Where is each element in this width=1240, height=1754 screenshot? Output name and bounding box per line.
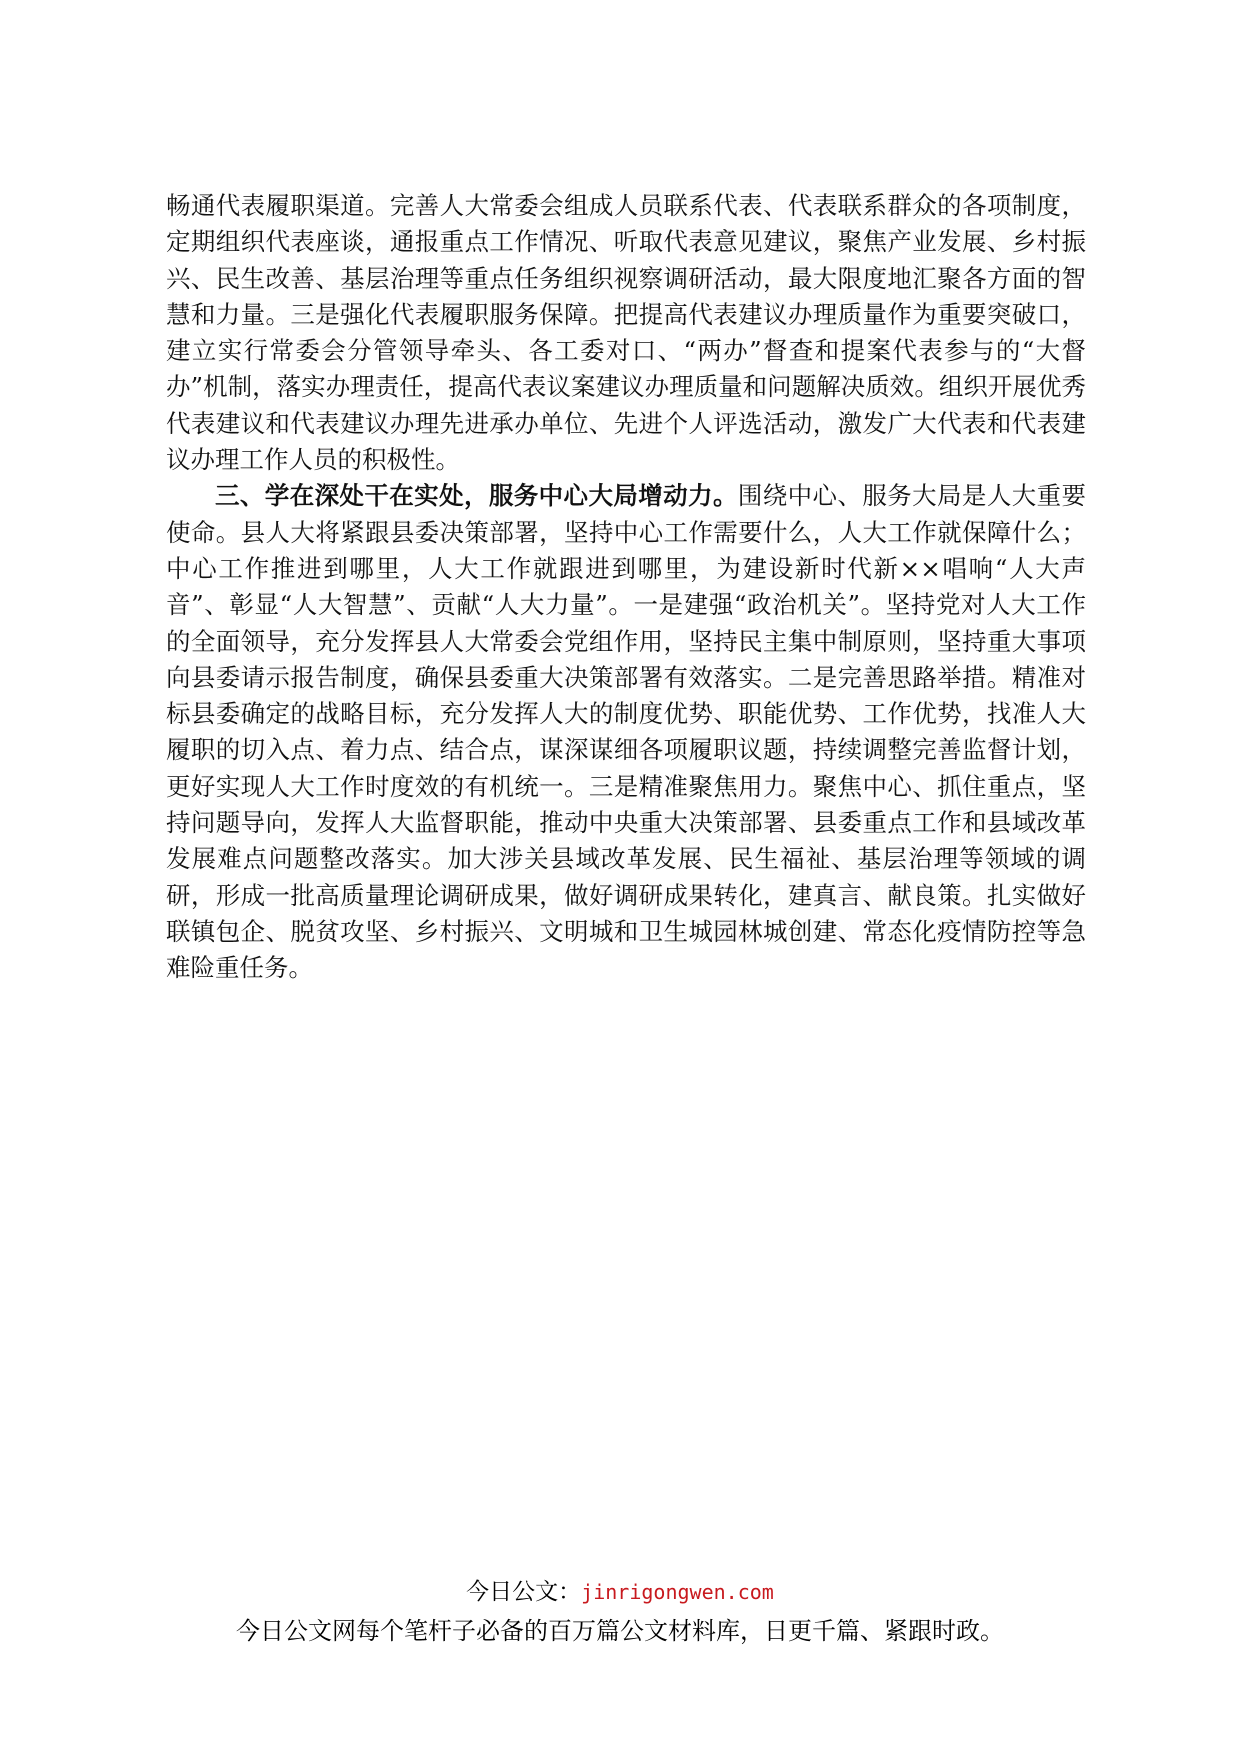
section-paragraph xyxy=(166,478,1086,986)
footer-site-name: 今日公文： xyxy=(466,1579,582,1605)
footer-site-link[interactable]: jinrigongwen.com xyxy=(581,1580,774,1604)
footer-site-line xyxy=(0,1576,1240,1608)
section-body-text: 围绕中心、服务大局是人大重要使命。县人大将紧跟县委决策部署，坚持中心工作需要什么，人大工作就保障什么；中心工作推进到哪里，人大工作就跟进到哪里，为建设新时代新××唱响“人大声音”、彰显“人大智慧”、贡献“人大力量”。一是建强“政治机关”。坚持党对人大工作的全面领导，充分发挥县人大常委会党组作用，坚持民主集中制原则，坚持重大事项向县委请示报告制度，确保县委重大决策部署有效落实。二是完善思路举措。精准对标县委确定的战略目标，充分发挥人大的制度优势、职能优势、工作优势，找准人大履职的切入点、着力点、结合点，谋深谋细各项履职议题，持续调整完善监督计划，更好实现人大工作时度效的有机统一。三是精准聚焦用力。聚焦中心、抓住重点，坚持问题导向，发挥人大监督职能，推动中央重大决策部署、县委重点工作和县域改革发展难点问题整改落实。加大涉关县域改革发展、民生福祉、基层治理等领域的调研，形成一批高质量理论调研成果，做好调研成果转化，建真言、献良策。扎实做好联镇包企、脱贫攻坚、乡村振兴、文明城和卫生城园林城创建、常态化疫情防控等急难险重任务。 xyxy=(166,481,1087,983)
paragraph: 畅通代表履职渠道。完善人大常委会组成人员联系代表、代表联系群众的各项制度，定期组织代表座谈，通报重点工作情况、听取代表意见建议，聚焦产业发展、乡村振兴、民生改善、基层治理等重点任务组织视察调研活动，最大限度地汇聚各方面的智慧和力量。三是强化代表履职服务保障。把提高代表建议办理质量作为重要突破口，建立实行常委会分管领导牵头、各工委对口、“两办”督查和提案代表参与的“大督办”机制，落实办理责任，提高代表议案建议办理质量和问题解决质效。组织开展优秀代表建议和代表建议办理先进承办单位、先进个人评选活动，激发广大代表和代表建议办理工作人员的积极性。 xyxy=(166,191,1086,475)
footer-tagline: 今日公文网每个笔杆子必备的百万篇公文材料库，日更千篇、紧跟时政。 xyxy=(236,1617,1004,1645)
document-body xyxy=(166,188,1086,987)
section-heading: 三、学在深处干在实处，服务中心大局增动力。 xyxy=(215,481,738,511)
